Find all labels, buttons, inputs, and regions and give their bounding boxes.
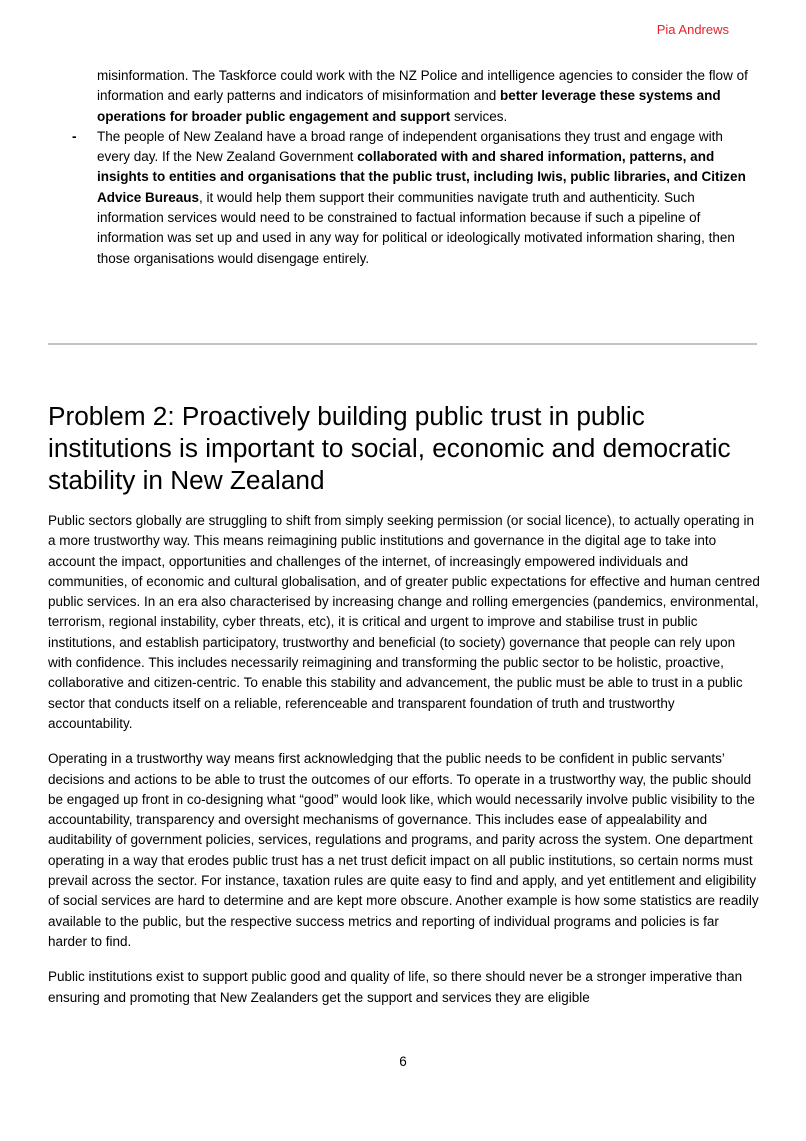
section-divider [48, 343, 757, 345]
bullet-text [97, 66, 758, 127]
body-paragraph: Operating in a trustworthy way means first acknowledging that the public needs to be confident in public servants’ decisions and actions to be able to trust the outcomes of our efforts. To operate in a trustworthy way, the public should be engaged up front in co-designing what “good” would look like, which would necessarily involve public visibility to the accountability, transparency and oversight mechanisms of governance. This includes ease of appealability and auditability of government policies, services, regulations and programs, and parity across the system. One department operating in a way that erodes public trust has a net trust deficit impact on all public institutions, so certain norms must prevail across the sector. For instance, taxation rules are quite easy to find and apply, and yet entitlement and eligibility of social services are hard to determine and are kept more obscure. Another example is how some statistics are readily available to the public, but the respective success metrics and reporting of individual programs and policies is far harder to find. [48, 751, 759, 949]
body-paragraph: Public sectors globally are struggling to shift from simply seeking permission (or social licence), to actually operating in a more trustworthy way. This means reimagining public institutions and governance in the digital age to take into account the impact, opportunities and challenges of the internet, of increasingly empowered individuals and communities, of economic and cultural globalisation, and of greater public expectations for effective and human centred public services. In an era also characterised by increasing change and rolling emergencies (pandemics, environmental, terrorism, regional instability, cyber threats, etc), it is critical and urgent to improve and stabilise trust in public institutions, and establish participatory, trustworthy and beneficial (to society) governance that people can rely upon with confidence. This includes necessarily reimagining and transforming the public sector to be holistic, proactive, collaborative and citizen-centric. To enable this stability and advancement, the public must be able to trust in a public sector that conducts itself on a reliable, referenceable and transparent foundation of truth and trustworthy accountability. [48, 513, 760, 731]
section-heading: Problem 2: Proactively building public trust in public institutions is important to social, economic and democratic stability in New Zealand [48, 401, 731, 495]
section-body [48, 511, 760, 1023]
header-author: Pia Andrews [656, 22, 729, 37]
body-paragraph: Public institutions exist to support public good and quality of life, so there should never be a stronger imperative than ensuring and promoting that New Zealanders get the support and services they are eligible [48, 969, 743, 1005]
bullet-item-continuation [48, 66, 758, 127]
bullet-list [48, 66, 758, 269]
bullet-marker: - [72, 128, 77, 144]
bullet-text-bold: better leverage these systems and operations for broader public engagement and support [97, 88, 721, 124]
bullet-item [48, 127, 758, 269]
bullet-text-part: misinformation. The Taskforce could work with the NZ Police and intelligence agencies to consider the flow of information and early patterns and indicators of misinformation and [97, 68, 748, 104]
page-number: 6 [399, 1054, 407, 1069]
bullet-text-part: services. [450, 108, 508, 124]
bullet-text-part: , it would help them support their communities navigate truth and authenticity. Such information services would need to be constrained to factual information because if such a pipeline of information was set up and used in any way for political or ideologically motivated information sharing, then those organisations would disengage entirely. [97, 189, 735, 266]
bullet-text [97, 127, 758, 269]
bullet-text-part: The people of New Zealand have a broad range of independent organisations they trust and engage with every day. If the New Zealand Government [97, 128, 723, 165]
bullet-text-bold: collaborated with and shared information, patterns, and insights to entities and organisations that the public trust, including Iwis, public libraries, and Citizen Advice Bureaus [97, 149, 746, 205]
